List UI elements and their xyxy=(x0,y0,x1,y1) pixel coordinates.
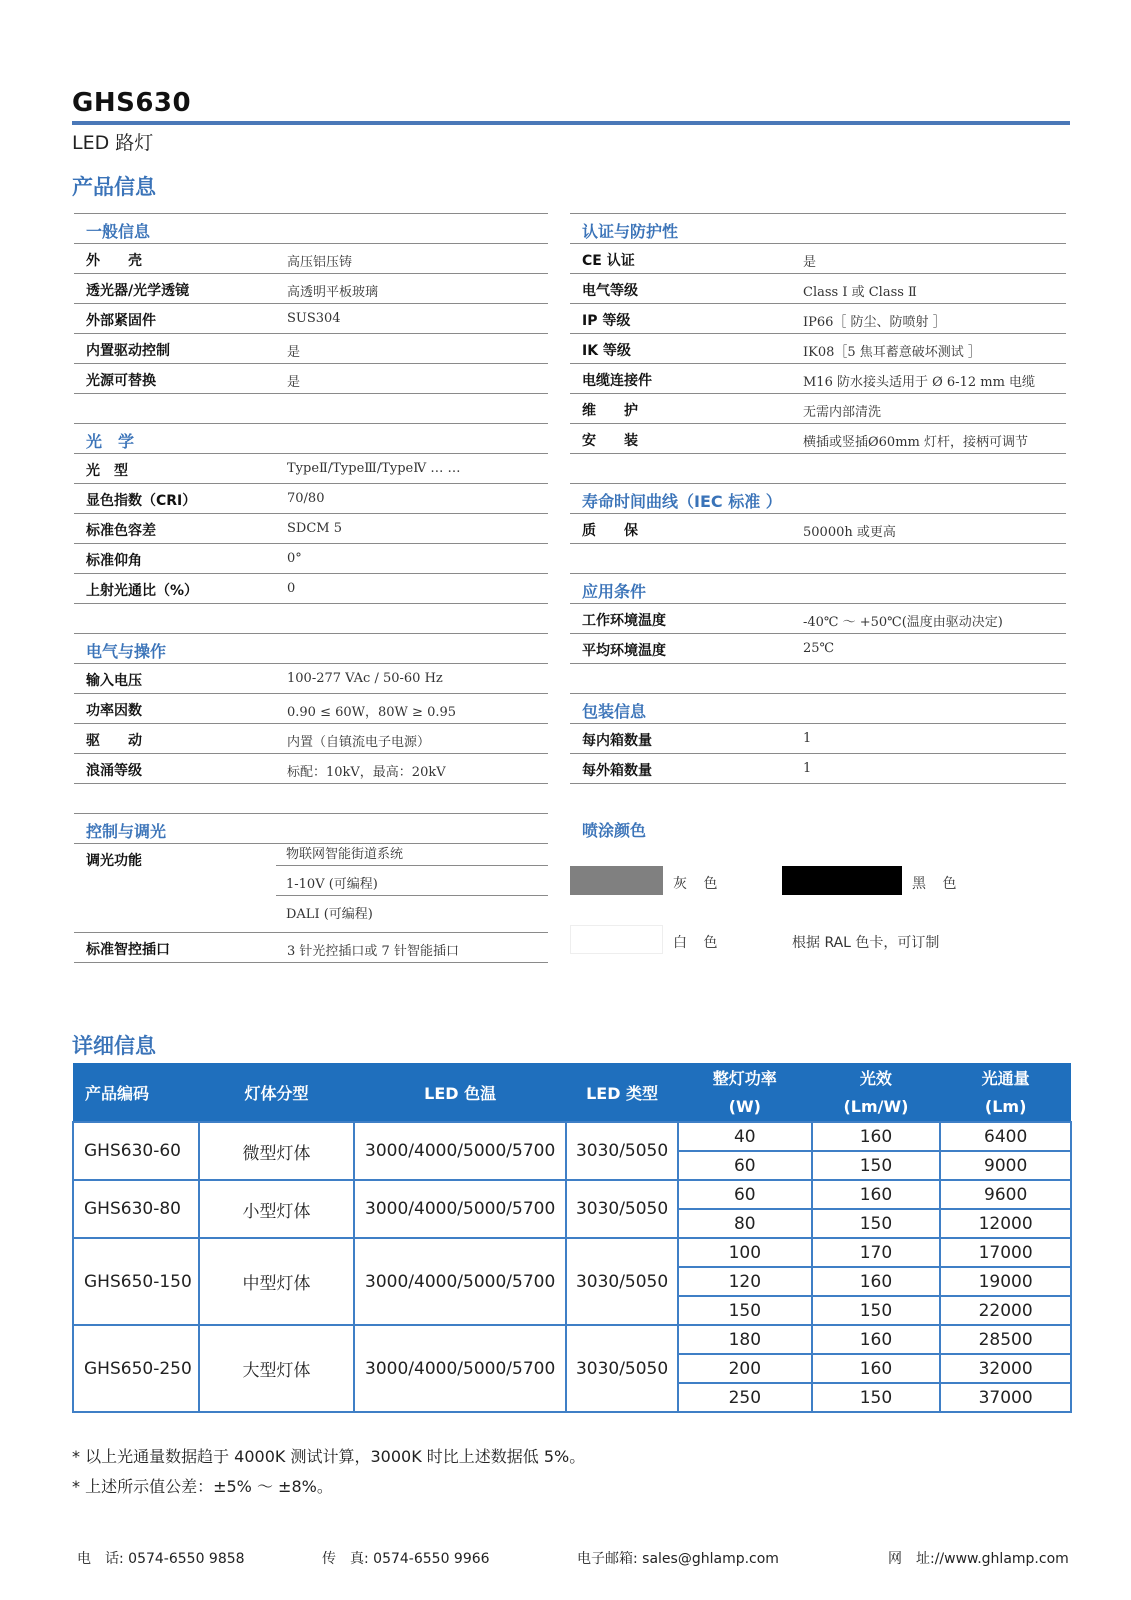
spec-row xyxy=(570,604,1066,634)
cell-led: 3030/5050 xyxy=(566,1238,678,1325)
footer-email[interactable]: 电子邮箱: sales@ghlamp.com xyxy=(577,1551,779,1567)
dimming-option: DALI (可编程) xyxy=(286,907,373,922)
spec-key: 标准色容差 xyxy=(86,523,156,539)
spec-value: 无需内部清洗 xyxy=(803,405,882,420)
spec-value: 1 xyxy=(803,761,812,776)
spec-row xyxy=(74,544,548,574)
cell-efficacy: 150 xyxy=(812,1209,941,1238)
spec-row xyxy=(74,274,548,304)
cell-efficacy: 170 xyxy=(812,1238,941,1267)
spec-row xyxy=(74,932,548,963)
spec-key: 电缆连接件 xyxy=(582,373,652,389)
spec-key: 外 壳 xyxy=(86,253,142,269)
spec-row xyxy=(74,754,548,784)
spec-row xyxy=(570,334,1066,364)
spec-value: 50000h 或更高 xyxy=(803,525,896,540)
cell-power: 60 xyxy=(678,1180,812,1209)
spec-key: 光源可替换 xyxy=(86,373,156,389)
spec-row xyxy=(570,364,1066,394)
cell-type: 大型灯体 xyxy=(199,1325,354,1412)
spec-key: IP 等级 xyxy=(582,313,631,329)
spec-value: 70/80 xyxy=(287,491,325,506)
cell-flux: 6400 xyxy=(940,1122,1071,1151)
spacer-row xyxy=(570,784,1066,813)
spec-value: SDCM 5 xyxy=(287,521,342,536)
spec-row xyxy=(74,364,548,394)
table-row xyxy=(73,1180,1071,1209)
header-efficacy-unit: (Lm/W) xyxy=(812,1092,941,1122)
cell-flux: 28500 xyxy=(940,1325,1071,1354)
cell-led: 3030/5050 xyxy=(566,1180,678,1238)
cell-flux: 22000 xyxy=(940,1296,1071,1325)
spec-row xyxy=(74,724,548,754)
cell-efficacy: 160 xyxy=(812,1180,941,1209)
cell-cct: 3000/4000/5000/5700 xyxy=(354,1238,566,1325)
spec-key: 上射光通比（%） xyxy=(86,583,199,599)
cell-led: 3030/5050 xyxy=(566,1122,678,1180)
spec-row xyxy=(74,304,548,334)
spec-key: 显色指数（CRI） xyxy=(86,493,197,509)
spec-key: 安 装 xyxy=(582,433,638,449)
spec-key: IK 等级 xyxy=(582,343,631,359)
spec-key: 驱 动 xyxy=(86,733,142,749)
cell-type: 微型灯体 xyxy=(199,1122,354,1180)
spec-row xyxy=(570,514,1066,544)
spec-key: CE 认证 xyxy=(582,253,635,269)
spec-row xyxy=(74,574,548,604)
spec-value: 是 xyxy=(287,345,301,360)
spec-value: 25℃ xyxy=(803,641,835,656)
title-divider xyxy=(72,121,1070,125)
header-flux: 光通量 xyxy=(940,1063,1071,1092)
spacer-row xyxy=(74,394,548,424)
spec-value: M16 防水接头适用于 Ø 6-12 mm 电缆 xyxy=(803,375,1036,390)
group-heading-row xyxy=(570,213,1066,244)
cell-efficacy: 150 xyxy=(812,1151,941,1180)
group-heading: 应用条件 xyxy=(582,582,647,601)
table-row xyxy=(73,1238,1071,1267)
spacer-row xyxy=(74,604,548,634)
gray-label: 灰 色 xyxy=(673,876,724,892)
spec-row xyxy=(74,514,548,544)
cell-power: 80 xyxy=(678,1209,812,1238)
cell-power: 100 xyxy=(678,1238,812,1267)
detail-info-heading: 详细信息 xyxy=(72,1034,156,1058)
footnote: * 上述所示值公差：±5% ～ ±8%。 xyxy=(72,1477,333,1496)
cell-power: 120 xyxy=(678,1267,812,1296)
spec-row xyxy=(570,304,1066,334)
cell-type: 小型灯体 xyxy=(199,1180,354,1238)
cell-power: 180 xyxy=(678,1325,812,1354)
spec-value: 0 xyxy=(287,581,296,596)
table-row xyxy=(73,1122,1071,1151)
spec-row xyxy=(570,244,1066,274)
group-heading-row xyxy=(570,694,1066,724)
dimming-option: 1-10V (可编程) xyxy=(276,866,548,896)
black-swatch xyxy=(782,866,902,895)
header-flux-unit: (Lm) xyxy=(940,1092,1071,1122)
cell-flux: 9000 xyxy=(940,1151,1071,1180)
table-row xyxy=(73,1325,1071,1354)
cell-power: 200 xyxy=(678,1354,812,1383)
spec-value: 0° xyxy=(287,551,302,566)
product-info-heading: 产品信息 xyxy=(72,175,156,199)
spec-row xyxy=(570,754,1066,784)
spec-row xyxy=(74,244,548,274)
group-heading: 认证与防护性 xyxy=(582,222,679,241)
spec-value: 是 xyxy=(287,375,301,390)
group-heading-row xyxy=(570,574,1066,604)
cell-efficacy: 160 xyxy=(812,1354,941,1383)
group-heading: 包装信息 xyxy=(582,702,647,721)
spec-key: 每内箱数量 xyxy=(582,733,652,749)
cell-power: 150 xyxy=(678,1296,812,1325)
spec-key: 输入电压 xyxy=(86,673,142,689)
cell-flux: 37000 xyxy=(940,1383,1071,1412)
spec-key: 每外箱数量 xyxy=(582,763,652,779)
group-heading-row xyxy=(74,634,548,664)
cell-code: GHS630-80 xyxy=(73,1180,199,1238)
group-heading-row xyxy=(74,213,548,244)
cell-flux: 17000 xyxy=(940,1238,1071,1267)
spec-key: 质 保 xyxy=(582,523,638,539)
spec-row xyxy=(74,694,548,724)
group-heading: 寿命时间曲线（IEC 标准 ） xyxy=(582,492,782,511)
white-label: 白 色 xyxy=(673,935,724,951)
header-power-unit: (W) xyxy=(678,1092,812,1122)
spec-value: 高压铝压铸 xyxy=(287,255,353,270)
cell-led: 3030/5050 xyxy=(566,1325,678,1412)
cell-code: GHS650-250 xyxy=(73,1325,199,1412)
header-cct: LED 色温 xyxy=(354,1063,566,1122)
cell-power: 250 xyxy=(678,1383,812,1412)
cell-type: 中型灯体 xyxy=(199,1238,354,1325)
spec-key: 光 型 xyxy=(86,463,128,479)
spec-value: TypeⅡ/TypeⅢ/TypeⅣ … … xyxy=(287,461,461,476)
cell-flux: 12000 xyxy=(940,1209,1071,1238)
group-heading: 光 学 xyxy=(86,432,135,451)
footer-phone: 电 话: 0574-6550 9858 xyxy=(77,1551,245,1567)
group-heading: 喷涂颜色 xyxy=(582,821,647,840)
spacer-row xyxy=(570,454,1066,484)
spec-row xyxy=(570,394,1066,424)
dimming-option: 物联网智能街道系统 xyxy=(276,836,548,866)
cell-cct: 3000/4000/5000/5700 xyxy=(354,1325,566,1412)
footer-fax: 传 真: 0574-6550 9966 xyxy=(322,1551,490,1567)
spec-key: 维 护 xyxy=(582,403,638,419)
group-heading: 一般信息 xyxy=(86,222,151,241)
spec-value: 0.90 ≤ 60W，80W ≥ 0.95 xyxy=(287,705,457,720)
detail-table xyxy=(72,1063,1072,1413)
spec-value: 3 针光控插口或 7 针智能插口 xyxy=(287,944,459,959)
spec-key: 调光功能 xyxy=(86,853,142,869)
header-type: 灯体分型 xyxy=(199,1063,354,1122)
spec-value: IK08［5 焦耳蓄意破坏测试 ］ xyxy=(803,345,981,360)
spec-key: 电气等级 xyxy=(582,283,638,299)
spacer-row xyxy=(570,544,1066,574)
spec-row xyxy=(570,724,1066,754)
group-heading-row xyxy=(570,484,1066,514)
spec-value: 横插或竖插Ø60mm 灯杆，接柄可调节 xyxy=(803,435,1028,450)
footer-website[interactable]: 网 址://www.ghlamp.com xyxy=(888,1551,1069,1567)
spacer-row xyxy=(74,784,548,814)
header-power: 整灯功率 xyxy=(678,1063,812,1092)
spec-key: 平均环境温度 xyxy=(582,643,666,659)
spec-row xyxy=(570,634,1066,664)
header-led-type: LED 类型 xyxy=(566,1063,678,1122)
header-code: 产品编码 xyxy=(73,1063,199,1122)
spec-value: SUS304 xyxy=(287,311,341,326)
header-efficacy: 光效 xyxy=(812,1063,941,1092)
spec-key: 浪涌等级 xyxy=(86,763,142,779)
spec-row xyxy=(570,274,1066,304)
custom-color-note: 根据 RAL 色卡，可订制 xyxy=(792,935,940,951)
cell-flux: 32000 xyxy=(940,1354,1071,1383)
spec-value: 内置（自镇流电子电源） xyxy=(287,735,431,750)
spec-value: 1 xyxy=(803,731,812,746)
spec-value: IP66［ 防尘、防喷射 ］ xyxy=(803,315,946,330)
table-header-row xyxy=(73,1063,1071,1092)
spec-row xyxy=(74,664,548,694)
cell-efficacy: 150 xyxy=(812,1296,941,1325)
spec-value: -40℃ ～ +50℃(温度由驱动决定) xyxy=(803,615,1003,630)
group-heading-row xyxy=(74,424,548,454)
group-heading: 控制与调光 xyxy=(86,822,167,841)
cell-efficacy: 160 xyxy=(812,1122,941,1151)
spec-value: Class Ⅰ 或 Class Ⅱ xyxy=(803,285,917,300)
spec-key: 工作环境温度 xyxy=(582,613,666,629)
spec-key: 内置驱动控制 xyxy=(86,343,170,359)
cell-efficacy: 150 xyxy=(812,1383,941,1412)
cell-cct: 3000/4000/5000/5700 xyxy=(354,1122,566,1180)
spec-row xyxy=(74,454,548,484)
group-heading-row xyxy=(570,813,1066,842)
spec-value: 100-277 VAc / 50-60 Hz xyxy=(287,671,443,686)
page-subtitle: LED 路灯 xyxy=(72,132,154,154)
spec-value: 标配：10kV，最高：20kV xyxy=(287,765,446,780)
spec-value: 是 xyxy=(803,255,817,270)
cell-flux: 19000 xyxy=(940,1267,1071,1296)
right-spec-column xyxy=(570,213,1066,842)
cell-efficacy: 160 xyxy=(812,1325,941,1354)
cell-code: GHS650-150 xyxy=(73,1238,199,1325)
spacer-row xyxy=(570,664,1066,694)
white-swatch xyxy=(570,925,663,954)
spec-key: 透光器/光学透镜 xyxy=(86,283,190,299)
spec-key: 标准智控插口 xyxy=(86,942,170,958)
cell-flux: 9600 xyxy=(940,1180,1071,1209)
group-heading: 电气与操作 xyxy=(86,642,167,661)
spec-row xyxy=(74,484,548,514)
gray-swatch xyxy=(570,866,663,895)
cell-code: GHS630-60 xyxy=(73,1122,199,1180)
spec-row xyxy=(570,424,1066,454)
footnote: * 以上光通量数据趋于 4000K 测试计算，3000K 时比上述数据低 5%。 xyxy=(72,1447,586,1466)
spec-key: 外部紧固件 xyxy=(86,313,156,329)
cell-power: 60 xyxy=(678,1151,812,1180)
cell-efficacy: 160 xyxy=(812,1267,941,1296)
page-title: GHS630 xyxy=(72,88,192,118)
spec-key: 标准仰角 xyxy=(86,553,142,569)
cell-cct: 3000/4000/5000/5700 xyxy=(354,1180,566,1238)
cell-power: 40 xyxy=(678,1122,812,1151)
spec-key: 功率因数 xyxy=(86,703,142,719)
spec-row xyxy=(74,334,548,364)
black-label: 黑 色 xyxy=(912,876,963,892)
spec-value: 高透明平板玻璃 xyxy=(287,285,379,300)
